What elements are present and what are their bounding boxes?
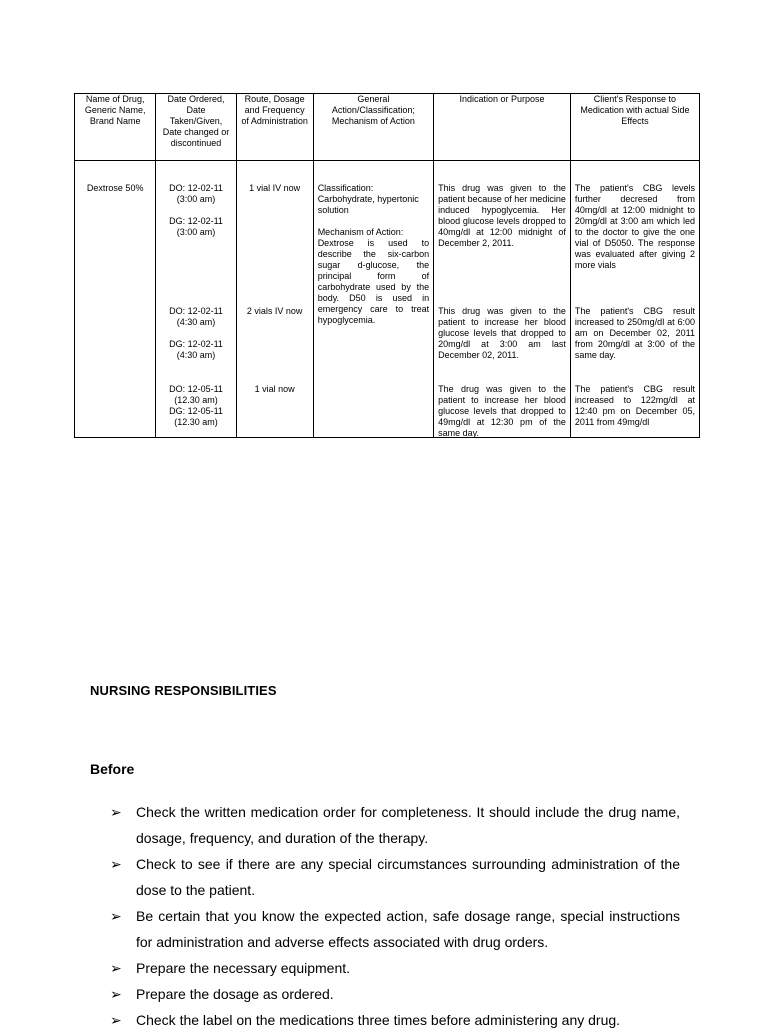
response-text: The patient's CBG levels further decresed from 40mg/dl at 12:00 midnight to 20mg/dl at 3:00 am which led to the doctor to give the one vial of D5050. The response was evaluated after giving 2 more vials [574,183,695,270]
drug-study-table [74,93,700,438]
classification-text: Carbohydrate, hypertonic solution [317,194,419,215]
date-given: DG: 12-02-11 [169,216,223,226]
general-action-cell [313,161,433,438]
mechanism-text: Dextrose is used to describe the six-carbon sugar d-glucose, the principal form of carbohydrate used by the body. D50 is used in emergency care to treat hypoglycemia. [317,238,430,325]
before-heading: Before [90,761,135,777]
date-ordered: DO: 12-02-11 [169,183,223,193]
before-checklist [110,799,680,1033]
arrow-bullet-icon: ➢ [110,908,122,924]
dates-cell [156,161,236,438]
date-ordered-time: (12.30 am) [174,395,218,405]
list-item [110,955,680,981]
date-given: DG: 12-02-11 [169,339,223,349]
date-given: DG: 12-05-11 [169,406,223,416]
date-ordered-time: (4:30 am) [176,317,216,327]
table-row [75,161,700,438]
classification-label: Classification: [317,183,374,193]
date-given-time: (4:30 am) [176,350,216,360]
drug-name: Dextrose 50% [86,183,144,193]
drug-name-cell [75,161,156,438]
header-date-ordered: Date Ordered, Date Taken/Given, Date changed or discontinued [156,94,236,161]
header-indication: Indication or Purpose [434,94,571,161]
list-item [110,799,680,851]
date-ordered: DO: 12-05-11 [169,384,223,394]
list-item [110,1007,680,1033]
route-cell [236,161,313,438]
list-item-text: Check to see if there are any special circumstances surrounding administration of the dose to the patient. [136,856,680,898]
indication-text: This drug was given to the patient to increase her blood glucose levels that dropped to 20mg/dl at 3:00 am last December 02, 2011. [438,306,566,360]
date-ordered: DO: 12-02-11 [169,306,223,316]
table-header-row [75,94,700,161]
header-route-dosage: Route, Dosage and Frequency of Administration [236,94,313,161]
list-item [110,851,680,903]
header-drug-name: Name of Drug, Generic Name, Brand Name [75,94,156,161]
list-item [110,981,680,1007]
arrow-bullet-icon: ➢ [110,1012,122,1028]
indication-text: The drug was given to the patient to increase her blood glucose levels that dropped to 49mg/dl at 12:30 pm of the same day. [438,384,566,438]
list-item-text: Check the written medication order for completeness. It should include the drug name, dosage, frequency, and duration of the therapy. [136,804,680,846]
list-item-text: Prepare the necessary equipment. [136,960,351,976]
mechanism-label: Mechanism of Action: [317,227,404,237]
arrow-bullet-icon: ➢ [110,856,122,872]
date-ordered-time: (3:00 am) [176,194,216,204]
date-given-time: (3:00 am) [176,227,216,237]
arrow-bullet-icon: ➢ [110,986,122,1002]
response-cell [570,161,699,438]
route-dosage: 1 vial now [254,384,295,394]
route-dosage: 1 vial IV now [249,183,301,193]
header-general-action: General Action/Classification; Mechanism of Action [313,94,433,161]
nursing-responsibilities-title: NURSING RESPONSIBILITIES [90,683,277,698]
response-text: The patient's CBG result increased to 250mg/dl at 6:00 am on December 02, 2011 from 20mg/dl at 3:00 of the same day. [574,306,695,360]
list-item-text: Check the label on the medications three times before administering any drug. [136,1012,621,1028]
response-text: The patient's CBG result increased to 122mg/dl at 12:40 pm on December 05, 2011 from 49mg/dl [574,384,695,427]
list-item [110,903,680,955]
arrow-bullet-icon: ➢ [110,960,122,976]
list-item-text: Be certain that you know the expected action, safe dosage range, special instructions for administration and adverse effects associated with drug orders. [136,908,680,950]
arrow-bullet-icon: ➢ [110,804,122,820]
indication-text: This drug was given to the patient because of her medicine induced hypoglycemia. Her blood glucose levels dropped to 40mg/dl at 12:00 midnight of December 2, 2011. [438,183,566,248]
indication-cell [434,161,571,438]
header-client-response: Client's Response to Medication with actual Side Effects [570,94,699,161]
list-item-text: Prepare the dosage as ordered. [136,986,334,1002]
route-dosage: 2 vials IV now [246,306,303,316]
date-given-time: (12.30 am) [174,417,218,427]
